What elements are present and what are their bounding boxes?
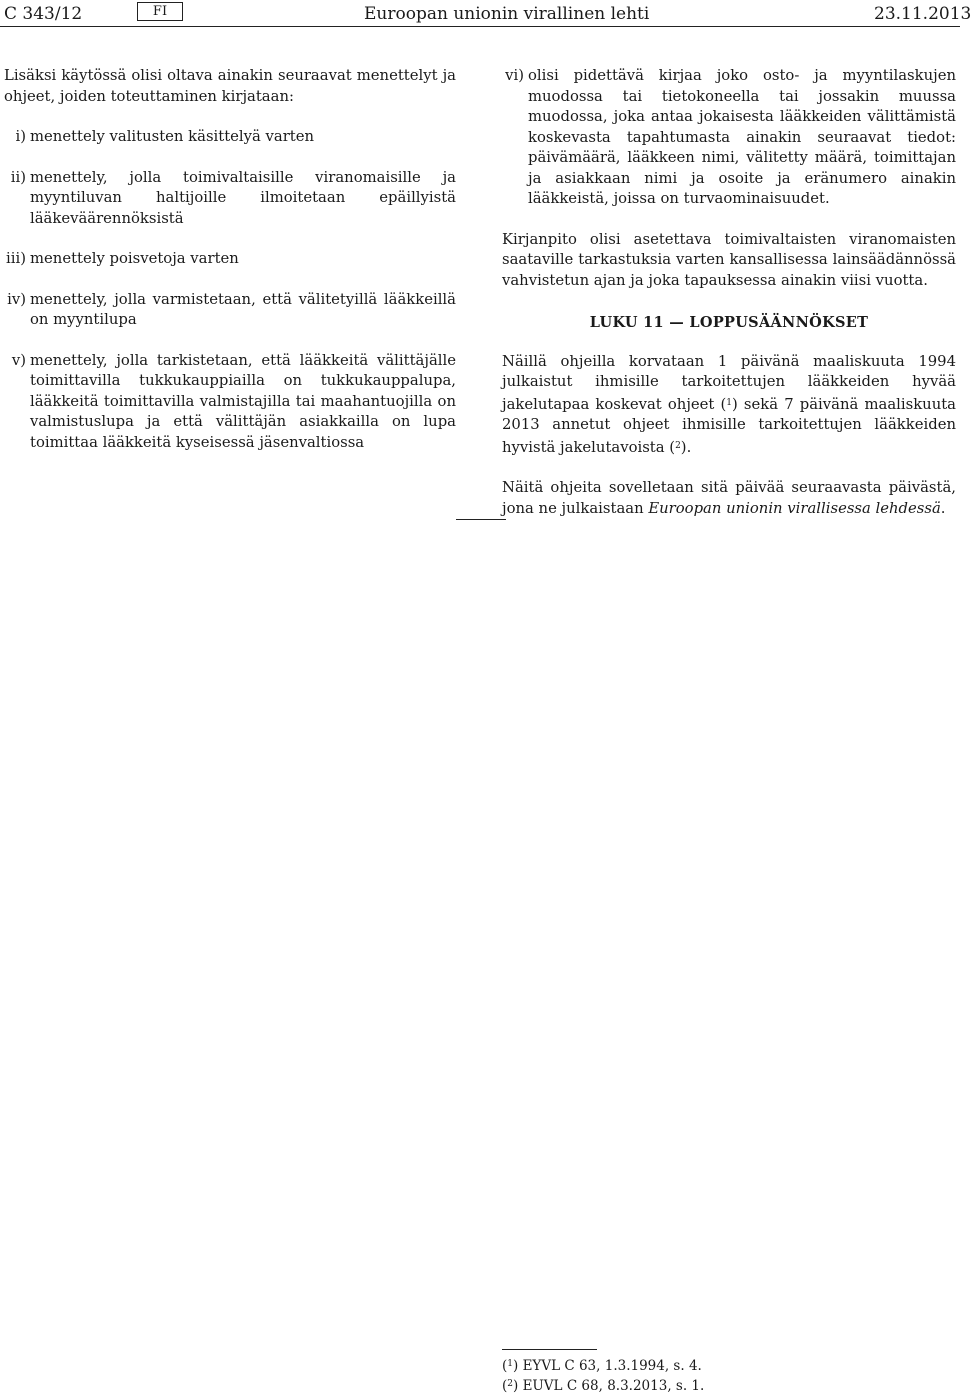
footnote-number: 2 <box>507 1379 514 1389</box>
footnote-ref-1: 1 <box>726 397 733 408</box>
list-item-text: menettely, jolla tarkistetaan, että lääkkeitä välittäjälle toimittavilla tukkukauppiailla on tukkukauppalupa, lääkkeitä toimittavilla valmistajilla tai maahantuojilla on valmistuslupa ja että välittäjän asiakkailla on lupa toimittaa lääkkeitä kyseisessä jäsenvaltiossa <box>30 351 456 451</box>
journal-title: Euroopan unionin virallinen lehti <box>364 4 650 24</box>
list-item-number: iii) <box>6 250 26 267</box>
list-item-number: vi) <box>505 67 524 84</box>
publication-date: 23.11.2013 <box>874 4 971 24</box>
paragraph-text: Näitä ohjeita sovelletaan sitä päivää seuraavasta päivästä, jona ne julkaistaan <box>502 479 956 517</box>
list-item-text: menettely, jolla varmistetaan, että välitetyillä lääkkeillä on myyntilupa <box>30 290 456 328</box>
chapter-heading: LUKU 11 — LOPPUSÄÄNNÖKSET <box>589 314 869 331</box>
list-item-text: menettely, jolla toimivaltaisille viranomaisille ja myyntiluvan haltijoille ilmoitetaan epäillyistä lääkeväärennöksistä <box>30 168 456 227</box>
paragraph-text: ) sekä 7 päivänä maaliskuuta 2013 annetut ohjeet ihmisille tarkoitettujen lääkkeiden hyvistä jakelutavoista ( <box>502 395 956 456</box>
right-column <box>502 66 956 539</box>
left-column <box>4 66 456 473</box>
list-item-number: i) <box>15 128 26 145</box>
footnote-rule <box>502 1349 597 1350</box>
list-item-number: iv) <box>7 290 26 308</box>
list-item-iii <box>4 249 456 270</box>
footnote-text: EUVL C 68, 8.3.2013, s. 1. <box>522 1378 705 1394</box>
footnote-number: 1 <box>507 1359 514 1369</box>
intro-paragraph: Lisäksi käytössä olisi oltava ainakin seuraavat menettelyt ja ohjeet, joiden toteuttaminen kirjataan: <box>4 67 456 105</box>
list-item-vi <box>502 66 956 210</box>
language-code-box: FI <box>137 2 183 21</box>
list-item-ii <box>4 168 456 230</box>
page-header <box>0 0 971 28</box>
application-paragraph <box>502 478 956 519</box>
list-item-v <box>4 351 456 454</box>
list-item-number: ii) <box>10 168 26 186</box>
paragraph-text: Näillä ohjeilla korvataan 1 päivänä maaliskuuta 1994 julkaistut ihmisille tarkoitettujen lääkkeiden hyvää jakelutapaa koskevat ohjeet ( <box>502 352 956 413</box>
end-separator-rule <box>456 519 506 520</box>
paragraph-text: . <box>940 499 946 517</box>
issue-number: C 343/12 <box>4 4 83 24</box>
footnote-2: ($^2$) EUVL C 68, 8.3.2013, s. 1. <box>502 1378 705 1394</box>
footnote-1: ($^1$) EYVL C 63, 1.3.1994, s. 4. <box>502 1358 702 1374</box>
paragraph-text: ). <box>680 438 692 456</box>
footnotes <box>502 1355 942 1395</box>
journal-name-italic: Euroopan unionin virallisessa lehdessä <box>648 499 941 517</box>
final-provisions-paragraph <box>502 352 956 459</box>
list-item-number: v) <box>11 351 26 369</box>
footnote-text: EYVL C 63, 1.3.1994, s. 4. <box>522 1358 702 1374</box>
list-item-text: menettely valitusten käsittelyä varten <box>30 128 315 145</box>
footnote-ref-2: 2 <box>675 440 681 451</box>
list-item-text: menettely poisvetoja varten <box>30 250 239 267</box>
header-rule <box>0 26 960 27</box>
list-item-text: olisi pidettävä kirjaa joko osto- ja myyntilaskujen muodossa tai tietokoneella tai jossakin muussa muodossa, joka antaa jokaisesta lääkkeiden välittämistä koskevasta tapahtumasta ainakin seuraavat tiedot: päivämäärä, lääkkeen nimi, välitetty määrä, toimittajan ja asiakkaan nimi ja osoite ja eränumero ainakin lääkkeistä, joissa on turvaominaisuudet. <box>528 67 956 207</box>
records-paragraph: Kirjanpito olisi asetettava toimivaltaisten viranomaisten saataville tarkastuksia varten kansallisessa lainsäädännössä vahvistetun ajan ja joka tapauksessa ainakin viisi vuotta. <box>502 230 956 289</box>
list-item-iv <box>4 290 456 331</box>
list-item-i <box>4 127 456 148</box>
